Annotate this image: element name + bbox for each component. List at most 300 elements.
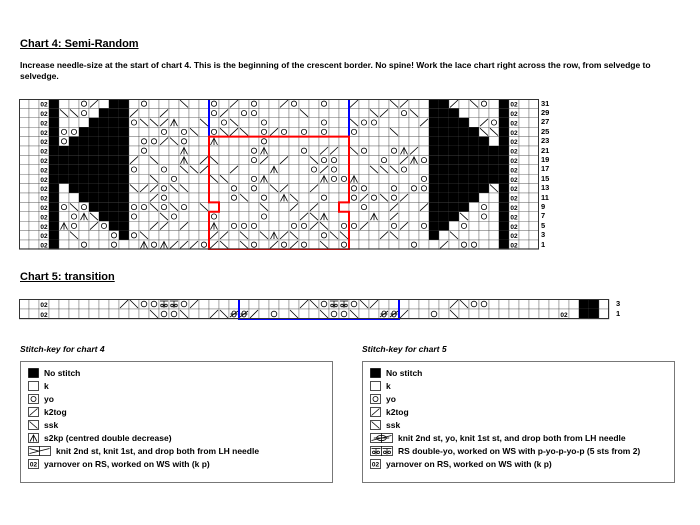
chart4-cell	[209, 118, 219, 127]
chart4-no-stitch-cell	[99, 146, 109, 155]
key4-box	[20, 361, 333, 483]
key4-item-label: k2tog	[44, 407, 67, 417]
chart4-no-stitch-cell	[109, 184, 119, 193]
chart4-cell	[519, 193, 529, 202]
chart5-cell	[419, 299, 429, 309]
chart4-cell	[269, 137, 279, 146]
chart4-cell	[169, 212, 179, 221]
chart4-cell	[259, 108, 269, 117]
chart4-cell	[79, 202, 89, 211]
chart4-cell	[29, 127, 39, 136]
chart4-02-cell	[40, 205, 48, 212]
chart4-02-cell	[510, 139, 518, 146]
chart4-cell	[239, 165, 249, 174]
chart4-cell	[139, 137, 149, 146]
chart4-cell	[479, 108, 489, 117]
chart4-cell	[299, 127, 309, 136]
chart4-cell	[249, 212, 259, 221]
chart4-cell	[369, 240, 379, 249]
chart4-cell	[529, 108, 539, 117]
chart4-cell	[329, 99, 339, 108]
chart4-cell	[139, 155, 149, 164]
chart4-no-stitch-cell	[79, 193, 89, 202]
chart4-cell	[359, 118, 369, 127]
chart4-no-stitch-cell	[89, 127, 99, 136]
chart4-cell	[269, 118, 279, 127]
chart5-no-stitch-cell	[579, 299, 589, 309]
chart5-cell	[149, 299, 159, 309]
chart5-cell	[209, 299, 219, 309]
chart4-no-stitch-cell	[429, 146, 439, 155]
chart4-cell	[209, 212, 219, 221]
key5-item-label: k	[386, 381, 391, 391]
chart4-cell	[309, 174, 319, 183]
chart4-cell	[329, 221, 339, 230]
svg-text:02: 02	[510, 214, 518, 222]
chart5-cell	[599, 299, 609, 309]
chart4-cell	[89, 108, 99, 117]
chart4-cell	[149, 127, 159, 136]
chart5-02-cell	[40, 302, 48, 309]
chart5-cell	[399, 299, 409, 309]
chart4-cell	[239, 202, 249, 211]
chart5-cell	[289, 299, 299, 309]
chart4-cell	[299, 231, 309, 240]
svg-text:02: 02	[40, 214, 48, 222]
chart4-no-stitch-cell	[49, 231, 59, 240]
chart4-cell	[299, 146, 309, 155]
chart4-cell	[359, 184, 369, 193]
chart4-cell	[439, 231, 449, 240]
chart4-cell	[219, 118, 229, 127]
chart4-no-stitch-cell	[79, 137, 89, 146]
chart4-no-stitch-cell	[109, 174, 119, 183]
chart5-cell	[549, 309, 559, 319]
chart4-cell	[79, 240, 89, 249]
chart4-cell	[69, 118, 79, 127]
chart5-cell	[99, 309, 109, 319]
cross-icon	[28, 446, 51, 456]
chart4-cell	[69, 240, 79, 249]
chart4-cell	[309, 165, 319, 174]
chart4-no-stitch-cell	[489, 165, 499, 174]
svg-text:02: 02	[40, 223, 48, 231]
svg-text:02: 02	[40, 101, 48, 109]
chart4-02-cell	[510, 214, 518, 221]
key4-item-label: yarnover on RS, worked on WS with (k p)	[44, 459, 210, 469]
chart4-description: Increase needle-size at the start of chart 4. This is the beginning of the crescent border. No spine! Work the lace chart right across the row, from selvedge to selvedge.	[20, 60, 651, 81]
chart4-no-stitch-cell	[79, 146, 89, 155]
svg-text:02: 02	[510, 223, 518, 231]
chart4-cell	[319, 193, 329, 202]
chart5-cell	[219, 299, 229, 309]
chart4-cell	[349, 193, 359, 202]
chart4-cell	[19, 193, 29, 202]
chart4-cell	[19, 184, 29, 193]
chart5-cell	[229, 299, 239, 309]
chart4-02-cell	[510, 167, 518, 174]
chart4-cell	[289, 212, 299, 221]
svg-text:02: 02	[40, 111, 48, 118]
chart4-cell	[289, 165, 299, 174]
chart4-cell	[479, 240, 489, 249]
chart4-cell	[369, 99, 379, 108]
chart4-no-stitch-cell	[499, 231, 509, 240]
chart5-cell	[189, 309, 199, 319]
chart4-cell	[139, 165, 149, 174]
chart4-no-stitch-cell	[449, 146, 459, 155]
chart4-no-stitch-cell	[109, 108, 119, 117]
chart4-cell	[519, 202, 529, 211]
chart4-cell	[139, 193, 149, 202]
chart4-cell	[199, 240, 209, 249]
chart4-cell	[79, 99, 89, 108]
chart4-cell	[249, 221, 259, 230]
chart4-cell	[259, 212, 269, 221]
key4-item-02	[28, 458, 210, 470]
chart4-cell	[179, 137, 189, 146]
chart4-no-stitch-cell	[89, 193, 99, 202]
chart4-no-stitch-cell	[99, 137, 109, 146]
chart4-row-number: 15	[541, 173, 550, 183]
key4-item-label: ssk	[44, 420, 59, 430]
chart4-no-stitch-cell	[469, 155, 479, 164]
chart4-cell	[219, 193, 229, 202]
chart4-cell	[189, 221, 199, 230]
02-icon	[28, 459, 39, 469]
chart4-cell	[59, 212, 69, 221]
chart4-cell	[109, 231, 119, 240]
chart4-no-stitch-cell	[119, 155, 129, 164]
chart4-no-stitch-cell	[99, 174, 109, 183]
chart4-02-cell	[40, 196, 48, 203]
chart4-cell	[339, 202, 349, 211]
chart4-no-stitch-cell	[49, 240, 59, 249]
chart4-cell	[369, 118, 379, 127]
chart4-cell	[339, 193, 349, 202]
chart4-cell	[339, 240, 349, 249]
chart4-cell	[469, 108, 479, 117]
chart4-no-stitch-cell	[429, 174, 439, 183]
chart4-cell	[469, 221, 479, 230]
chart4-cell	[309, 127, 319, 136]
chart4-cell	[19, 202, 29, 211]
chart4-no-stitch-cell	[439, 127, 449, 136]
chart4-cell	[139, 202, 149, 211]
chart4-cell	[329, 212, 339, 221]
chart4-cell	[399, 202, 409, 211]
chart4-cell	[219, 202, 229, 211]
chart5-cell	[199, 309, 209, 319]
chart4-cell	[479, 202, 489, 211]
chart4-no-stitch-cell	[79, 174, 89, 183]
chart5-cell	[309, 309, 319, 319]
chart5-cell	[49, 309, 59, 319]
chart4-02-cell	[510, 233, 518, 240]
chart4-cell	[289, 108, 299, 117]
key5-item-label: knit 2nd st, yo, knit 1st st, and drop both from LH needle	[398, 433, 626, 443]
chart4-cell	[469, 212, 479, 221]
chart4-cell	[379, 221, 389, 230]
chart5-no-stitch-cell	[589, 309, 599, 319]
chart4-cell	[229, 193, 239, 202]
chart4-cell	[99, 99, 109, 108]
chart5-cell	[19, 299, 29, 309]
chart4-cell	[359, 155, 369, 164]
chart4-cell	[409, 202, 419, 211]
chart4-no-stitch-cell	[469, 184, 479, 193]
chart4-cell	[249, 240, 259, 249]
chart4-cell	[369, 137, 379, 146]
chart4-no-stitch-cell	[69, 184, 79, 193]
svg-text:02: 02	[510, 233, 518, 241]
chart4-cell	[99, 221, 109, 230]
chart4-cell	[389, 174, 399, 183]
chart4-cell	[159, 99, 169, 108]
chart4-no-stitch-cell	[49, 184, 59, 193]
chart4-cell	[519, 212, 529, 221]
chart4-cell	[459, 99, 469, 108]
chart4-no-stitch-cell	[429, 231, 439, 240]
chart4-cell	[179, 231, 189, 240]
chart4-cell	[179, 108, 189, 117]
chart4-cell	[249, 202, 259, 211]
chart4-cell	[389, 184, 399, 193]
chart4-cell	[369, 146, 379, 155]
chart4-02-cell	[510, 196, 518, 203]
chart4-cell	[279, 137, 289, 146]
chart5-cell	[329, 309, 339, 319]
chart4-cell	[319, 108, 329, 117]
key5-item-label: yo	[386, 394, 396, 404]
svg-text:02: 02	[40, 242, 48, 250]
chart4-cell	[419, 221, 429, 230]
chart4-cell	[269, 193, 279, 202]
chart4-cell	[289, 118, 299, 127]
chart4-cell	[149, 146, 159, 155]
chart4-cell	[519, 165, 529, 174]
chart5-cell	[179, 299, 189, 309]
chart4-no-stitch-cell	[119, 118, 129, 127]
chart4-no-stitch-cell	[109, 212, 119, 221]
chart4-cell	[29, 231, 39, 240]
chart4-cell	[339, 155, 349, 164]
chart4-cell	[59, 137, 69, 146]
chart5-cell	[29, 309, 39, 319]
chart4-cell	[399, 108, 409, 117]
chart4-no-stitch-cell	[119, 127, 129, 136]
chart4-cell	[219, 137, 229, 146]
chart5-row-numbers	[616, 299, 636, 320]
chart4-cell	[159, 146, 169, 155]
chart5-cell	[499, 309, 509, 319]
chart4-cell	[69, 99, 79, 108]
chart4-no-stitch-cell	[49, 202, 59, 211]
chart4-no-stitch-cell	[109, 137, 119, 146]
chart4-cell	[469, 231, 479, 240]
chart4-no-stitch-cell	[49, 118, 59, 127]
chart4-cell	[339, 108, 349, 117]
chart4-cell	[379, 184, 389, 193]
chart4-cell	[279, 165, 289, 174]
chart4-cell	[399, 165, 409, 174]
chart4-cell	[249, 108, 259, 117]
chart4-cell	[299, 165, 309, 174]
chart4-row-number: 17	[541, 164, 550, 174]
chart4-cell	[489, 221, 499, 230]
chart4-cell	[149, 108, 159, 117]
chart5-cell	[529, 309, 539, 319]
chart4-cell	[279, 127, 289, 136]
chart5-cell	[509, 299, 519, 309]
chart4-cell	[159, 165, 169, 174]
chart4-cell	[79, 231, 89, 240]
chart4-cell	[299, 155, 309, 164]
chart4-cell	[189, 99, 199, 108]
svg-text:02: 02	[510, 167, 518, 175]
chart4-02-cell	[40, 177, 48, 184]
chart4-02-cell	[40, 158, 48, 165]
chart4-title: Chart 4: Semi-Random	[20, 38, 139, 50]
chart4-row-number: 9	[541, 201, 546, 211]
chart4-cell	[419, 231, 429, 240]
chart4-no-stitch-cell	[499, 212, 509, 221]
chart4-no-stitch-cell	[469, 165, 479, 174]
chart4-cell	[329, 184, 339, 193]
chart4-cell	[329, 127, 339, 136]
chart4-cell	[349, 184, 359, 193]
chart4-02-cell	[40, 214, 48, 221]
chart4-no-stitch-cell	[429, 212, 439, 221]
chart4-no-stitch-cell	[439, 165, 449, 174]
chart5-cell	[489, 299, 499, 309]
no-stitch-icon	[370, 368, 381, 378]
chart5-cell	[429, 299, 439, 309]
chart4-cell	[529, 137, 539, 146]
chart4-cell	[199, 221, 209, 230]
chart4-cell	[379, 174, 389, 183]
chart4-row-number: 25	[541, 126, 550, 136]
chart4-no-stitch-cell	[469, 193, 479, 202]
svg-text:02: 02	[510, 148, 518, 156]
chart4-cell	[399, 212, 409, 221]
chart5-cell	[409, 309, 419, 319]
chart4-cell	[309, 146, 319, 155]
chart4-cell	[289, 99, 299, 108]
chart4-cell	[139, 174, 149, 183]
chart4-cell	[289, 137, 299, 146]
chart4-cell	[269, 221, 279, 230]
chart4-no-stitch-cell	[459, 165, 469, 174]
chart4-cell	[329, 108, 339, 117]
chart4-row-numbers	[541, 99, 561, 250]
chart4-no-stitch-cell	[89, 202, 99, 211]
chart4-cell	[529, 99, 539, 108]
chart4-no-stitch-cell	[429, 202, 439, 211]
chart4-no-stitch-cell	[499, 184, 509, 193]
chart4-cell	[259, 137, 269, 146]
chart4-no-stitch-cell	[89, 165, 99, 174]
chart4-no-stitch-cell	[439, 221, 449, 230]
chart5-cell	[519, 299, 529, 309]
chart4-02-cell	[40, 102, 48, 109]
chart4-cell	[249, 99, 259, 108]
chart4-cell	[269, 99, 279, 108]
chart4-cell	[269, 174, 279, 183]
chart4-cell	[189, 118, 199, 127]
chart4-cell	[349, 202, 359, 211]
chart5-cell	[409, 299, 419, 309]
chart4-cell	[459, 231, 469, 240]
chart4-no-stitch-cell	[49, 137, 59, 146]
chart4-cell	[159, 127, 169, 136]
chart4-cell	[339, 118, 349, 127]
chart4-cell	[379, 240, 389, 249]
chart4-cell	[399, 231, 409, 240]
chart4-cell	[199, 137, 209, 146]
svg-text:02: 02	[371, 461, 380, 469]
chart4-no-stitch-cell	[489, 155, 499, 164]
chart4-no-stitch-cell	[449, 212, 459, 221]
chart4-cell	[209, 193, 219, 202]
chart5-cell	[319, 299, 329, 309]
chart4-cell	[379, 118, 389, 127]
chart4-no-stitch-cell	[429, 99, 439, 108]
chart4-cell	[409, 137, 419, 146]
chart4-cell	[189, 155, 199, 164]
chart4-cell	[419, 146, 429, 155]
chart4-cell	[359, 240, 369, 249]
svg-text:02: 02	[29, 461, 38, 469]
chart4-no-stitch-cell	[49, 212, 59, 221]
chart4-no-stitch-cell	[89, 184, 99, 193]
chart4-cell	[139, 108, 149, 117]
chart4-cell	[409, 127, 419, 136]
chart4-cell	[529, 202, 539, 211]
chart4-cell	[129, 240, 139, 249]
chart4-cell	[189, 202, 199, 211]
chart5-cell	[379, 299, 389, 309]
chart4-no-stitch-cell	[439, 202, 449, 211]
chart5-cell	[279, 309, 289, 319]
chart4-cell	[249, 146, 259, 155]
chart4-cell	[389, 155, 399, 164]
key5-item-label: yarnover on RS, worked on WS with (k p)	[386, 459, 552, 469]
chart4-cell	[489, 231, 499, 240]
chart4-no-stitch-cell	[459, 202, 469, 211]
chart4-cell	[229, 146, 239, 155]
chart4-cell	[409, 221, 419, 230]
chart4-cell	[129, 193, 139, 202]
chart5-cell	[239, 299, 249, 309]
chart4-cell	[149, 165, 159, 174]
chart4-no-stitch-cell	[429, 193, 439, 202]
chart4-cell	[19, 221, 29, 230]
chart5-cell	[69, 309, 79, 319]
chart5-cell	[509, 309, 519, 319]
chart4-cell	[399, 174, 409, 183]
chart4-cell	[99, 240, 109, 249]
key5-item-double-yo	[370, 445, 640, 457]
chart4-cell	[229, 240, 239, 249]
chart4-no-stitch-cell	[89, 146, 99, 155]
chart4-no-stitch-cell	[119, 146, 129, 155]
chart4-cell	[239, 184, 249, 193]
chart4-no-stitch-cell	[79, 165, 89, 174]
chart4-no-stitch-cell	[99, 118, 109, 127]
chart4-cell	[319, 118, 329, 127]
chart5-cell	[249, 299, 259, 309]
